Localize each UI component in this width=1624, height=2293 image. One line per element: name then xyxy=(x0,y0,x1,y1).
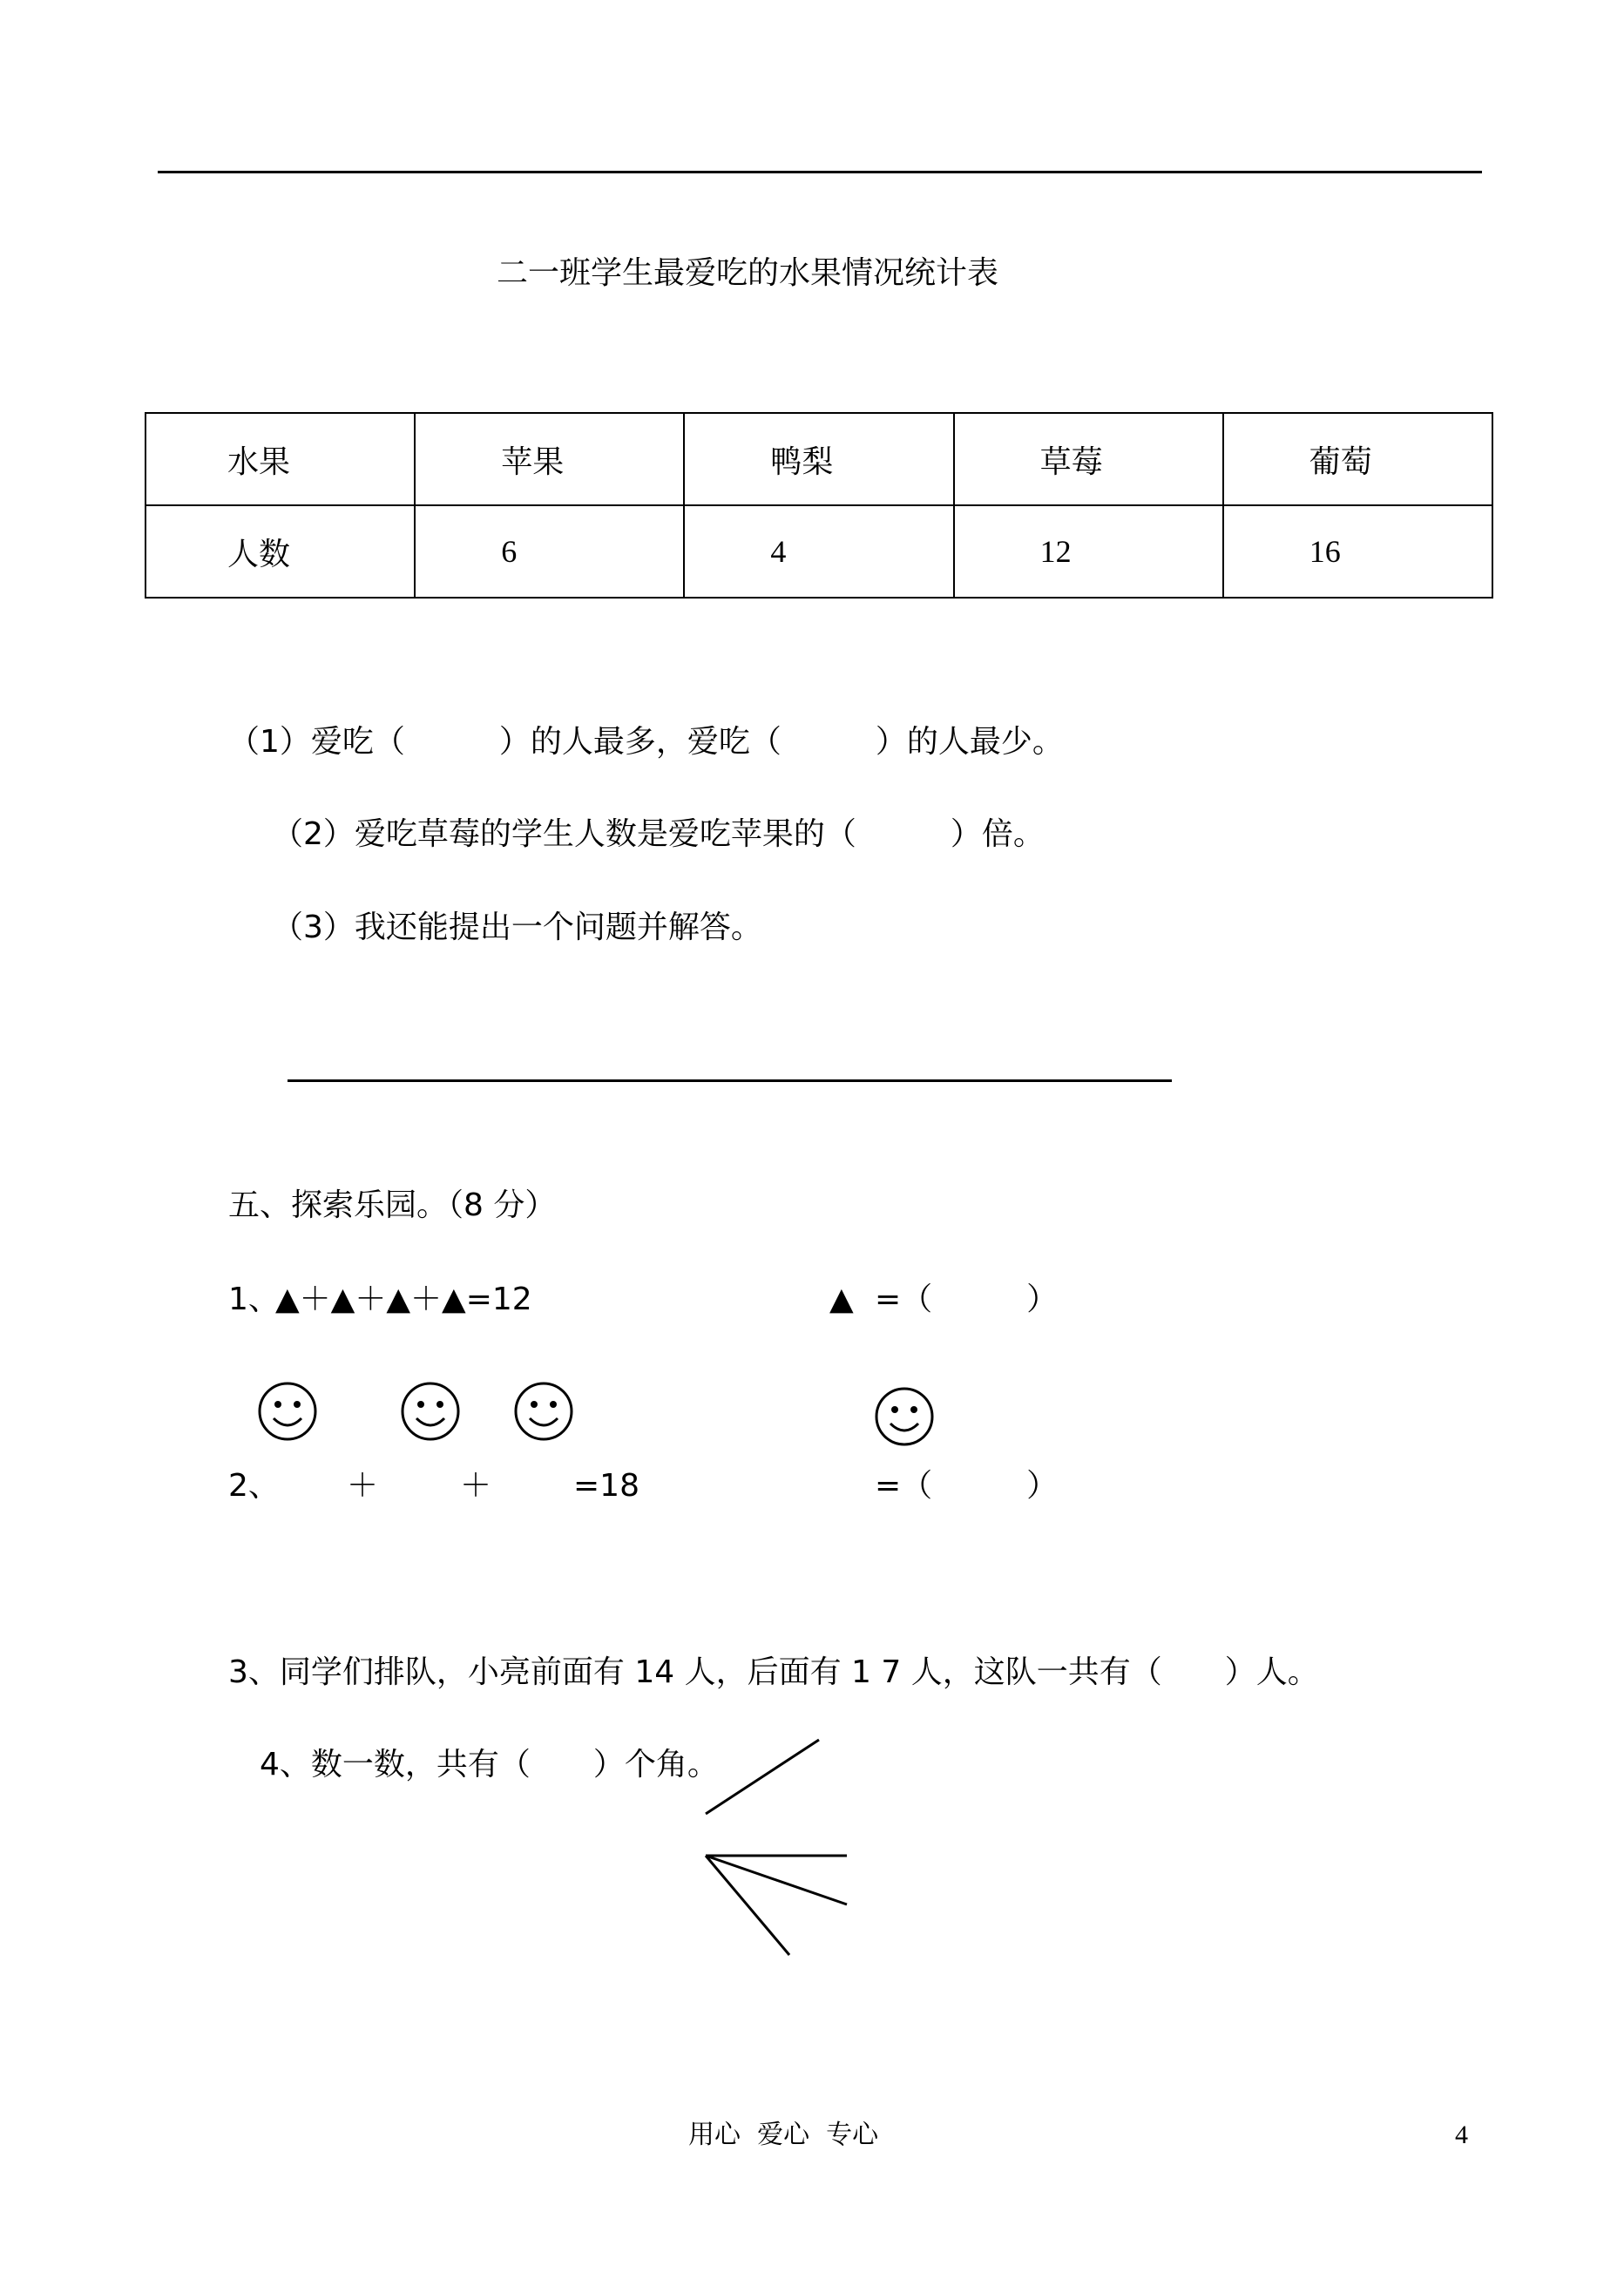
cell-strawberry-count: 12 xyxy=(1039,534,1072,569)
problem-2-prefix: 2、 xyxy=(228,1468,280,1504)
problem-2-answer: =（ ） xyxy=(875,1468,1059,1504)
problem-2-result: =18 xyxy=(573,1468,639,1504)
page-number: 4 xyxy=(1455,2121,1468,2149)
problem-2-plus-2: ＋ xyxy=(460,1468,492,1504)
problem-1-answer: =（ ） xyxy=(875,1282,1059,1317)
cell-apple: 苹果 xyxy=(501,443,565,480)
cell-strawberry: 草莓 xyxy=(1039,443,1103,480)
angle-figure xyxy=(706,1740,847,1955)
smiley-face-icon xyxy=(516,1383,572,1439)
cell-pear-count: 4 xyxy=(770,534,787,569)
cell-grape-count: 16 xyxy=(1309,534,1341,569)
question-2: （2）爱吃草莓的学生人数是爱吃苹果的（ ）倍。 xyxy=(272,816,1045,852)
question-1: （1）爱吃（ ）的人最多，爱吃（ ）的人最少。 xyxy=(228,724,1064,760)
cell-header-count: 人数 xyxy=(227,536,291,572)
cell-apple-count: 6 xyxy=(501,534,518,569)
smiley-face-icon xyxy=(876,1389,932,1444)
cell-pear: 鸭梨 xyxy=(770,443,834,480)
question-3: （3）我还能提出一个问题并解答。 xyxy=(272,910,762,945)
problem-2-plus-1: ＋ xyxy=(347,1468,379,1504)
problem-1-prefix: 1、 xyxy=(228,1282,280,1317)
smiley-face-icon xyxy=(403,1383,458,1439)
table-title: 二一班学生最爱吃的水果情况统计表 xyxy=(497,255,999,291)
problem-1-expression: ▲＋▲＋▲＋▲=12 xyxy=(275,1282,532,1317)
cell-header-fruit: 水果 xyxy=(227,443,291,480)
section-5-heading: 五、探索乐园。（8 分） xyxy=(228,1187,557,1223)
smiley-face-icon xyxy=(260,1383,315,1439)
cell-grape: 葡萄 xyxy=(1309,443,1372,480)
problem-4: 4、数一数，共有（ ）个角。 xyxy=(260,1747,719,1782)
footer-motto: 用心 爱心 专心 xyxy=(688,2120,879,2150)
triangle-icon: ▲ xyxy=(829,1282,854,1317)
problem-3: 3、同学们排队，小亮前面有 14 人，后面有 1 7 人，这队一共有（ ）人。 xyxy=(228,1654,1319,1690)
